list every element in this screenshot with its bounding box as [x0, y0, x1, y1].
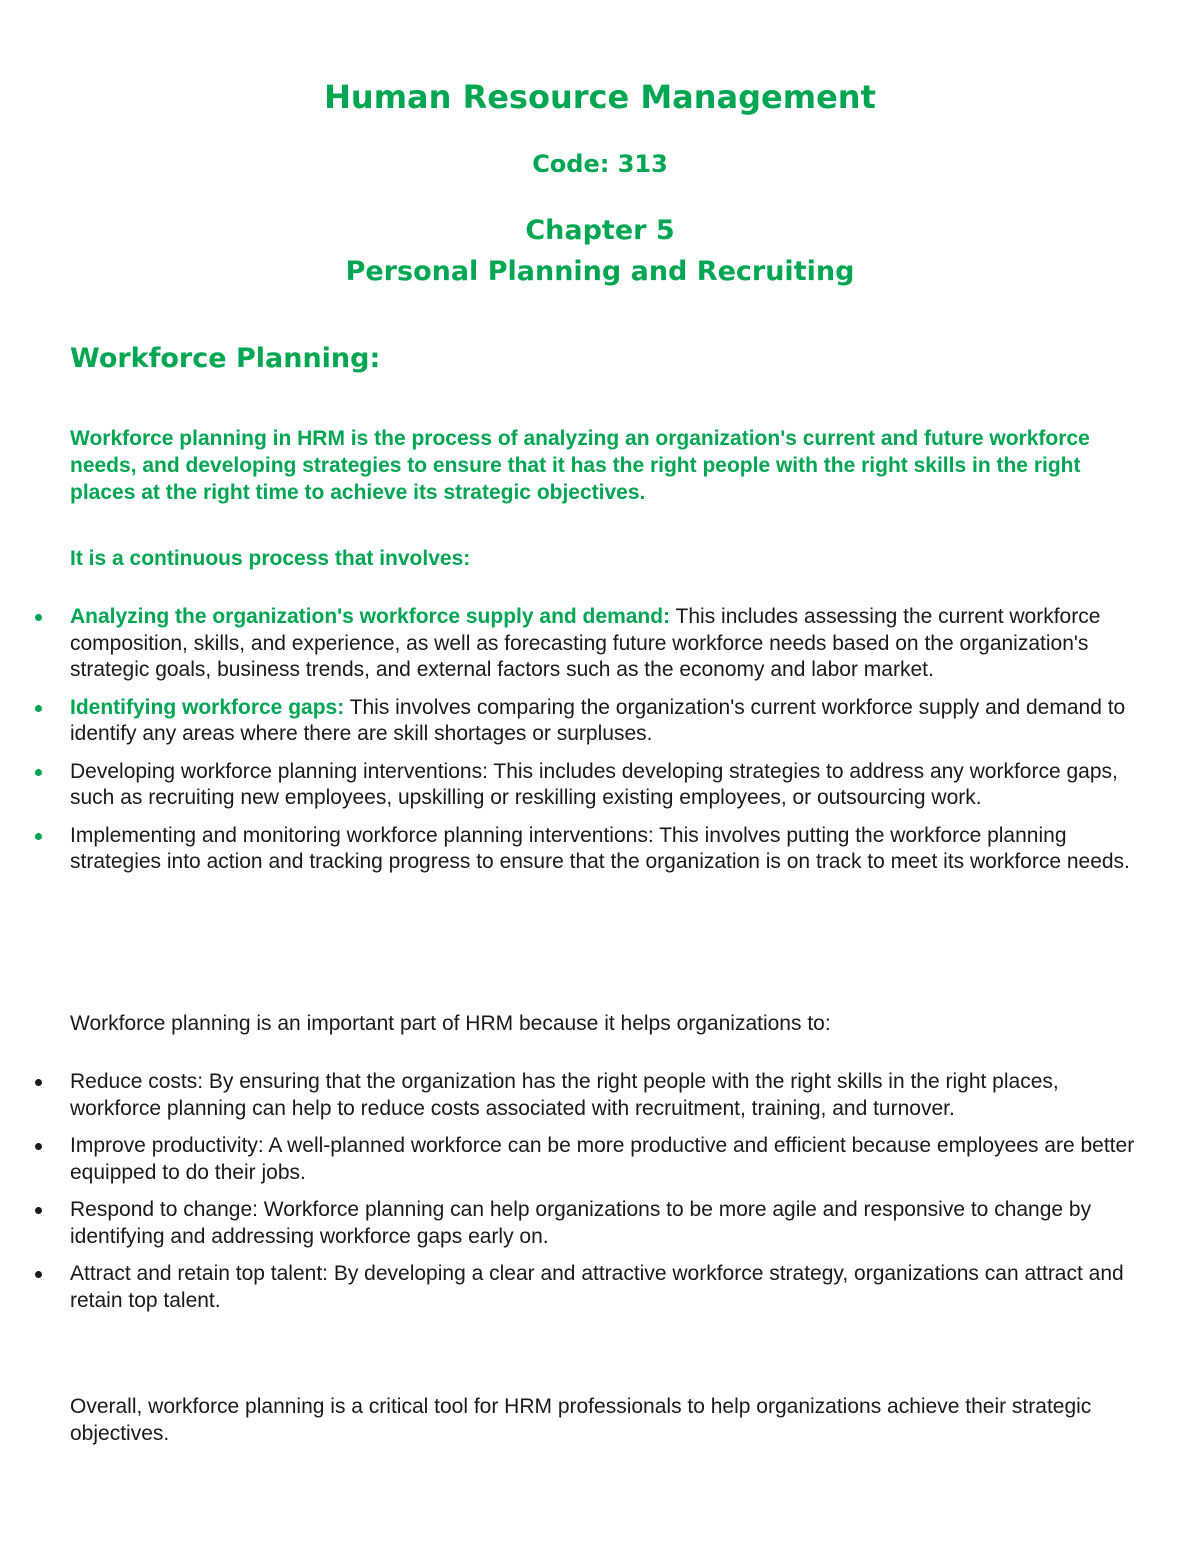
- process-intro: It is a continuous process that involves:: [70, 547, 471, 570]
- definition-paragraph: Workforce planning in HRM is the process of analyzing an organization's current and future workforce needs, and developing strategies to ensure that it has the right people with the right skills in the right places at the right time to achieve its strategic objectives.: [70, 427, 1090, 504]
- list-item-text: This involves comparing the organization's current workforce supply and demand to identify any areas where there are skill shortages or surpluses.: [70, 695, 1126, 745]
- course-title: Human Resource Management: [324, 78, 876, 116]
- list-item-text: Developing workforce planning interventions: This includes developing strategies to address any workforce gaps, such as recruiting new employees, upskilling or reskilling existing employees, or outsourcing work.: [70, 759, 1118, 809]
- list-item-text: Respond to change: Workforce planning can help organizations to be more agile and responsive to change by identifying and addressing workforce gaps early on.: [70, 1198, 1092, 1248]
- list-item-text: This includes assessing the current workforce composition, skills, and experience, as well as forecasting future workforce needs based on the organization's strategic goals, business trends, and external factors such as the economy and labor market.: [70, 605, 1101, 681]
- bullet-icon: [35, 1143, 42, 1150]
- bullet-icon: [35, 705, 42, 712]
- list-item: [70, 823, 1140, 876]
- list-item-text: Reduce costs: By ensuring that the organization has the right people with the right skills in the right places, workforce planning can help to reduce costs associated with recruitment, training, and turnover.: [70, 1070, 1059, 1120]
- list-item: [70, 604, 1140, 684]
- bullet-icon: [35, 1271, 42, 1278]
- list-item-text: Attract and retain top talent: By developing a clear and attractive workforce strategy, organizations can attract and retain top talent.: [70, 1262, 1124, 1312]
- process-list: [70, 604, 1140, 887]
- bullet-icon: [35, 1207, 42, 1214]
- list-item: [70, 695, 1140, 748]
- list-item-text: Improve productivity: A well-planned workforce can be more productive and efficient because employees are better equipped to do their jobs.: [70, 1134, 1135, 1184]
- bullet-icon: [35, 614, 42, 621]
- list-item: [70, 759, 1140, 812]
- list-item: [70, 1069, 1140, 1122]
- list-item: [70, 1261, 1140, 1314]
- list-item: [70, 1197, 1140, 1250]
- benefits-intro: Workforce planning is an important part of HRM because it helps organizations to:: [70, 1012, 831, 1035]
- list-item-text: Implementing and monitoring workforce planning interventions: This involves putting the workforce planning strategies into action and tracking progress to ensure that the organization is on track to meet its workforce needs.: [70, 823, 1130, 873]
- bullet-icon: [35, 1079, 42, 1086]
- chapter-title: Personal Planning and Recruiting: [345, 256, 855, 287]
- bullet-icon: [35, 833, 42, 840]
- bullet-icon: [35, 769, 42, 776]
- conclusion-paragraph: Overall, workforce planning is a critical tool for HRM professionals to help organizations achieve their strategic objectives.: [70, 1395, 1092, 1445]
- section-heading: Workforce Planning:: [70, 343, 381, 374]
- list-item-lead: Identifying workforce gaps:: [70, 695, 345, 719]
- list-item-lead: Analyzing the organization's workforce supply and demand:: [70, 605, 671, 628]
- list-item: [70, 1133, 1140, 1186]
- chapter-number: Chapter 5: [525, 215, 675, 246]
- course-code: Code: 313: [532, 150, 668, 178]
- benefits-list: [70, 1069, 1140, 1325]
